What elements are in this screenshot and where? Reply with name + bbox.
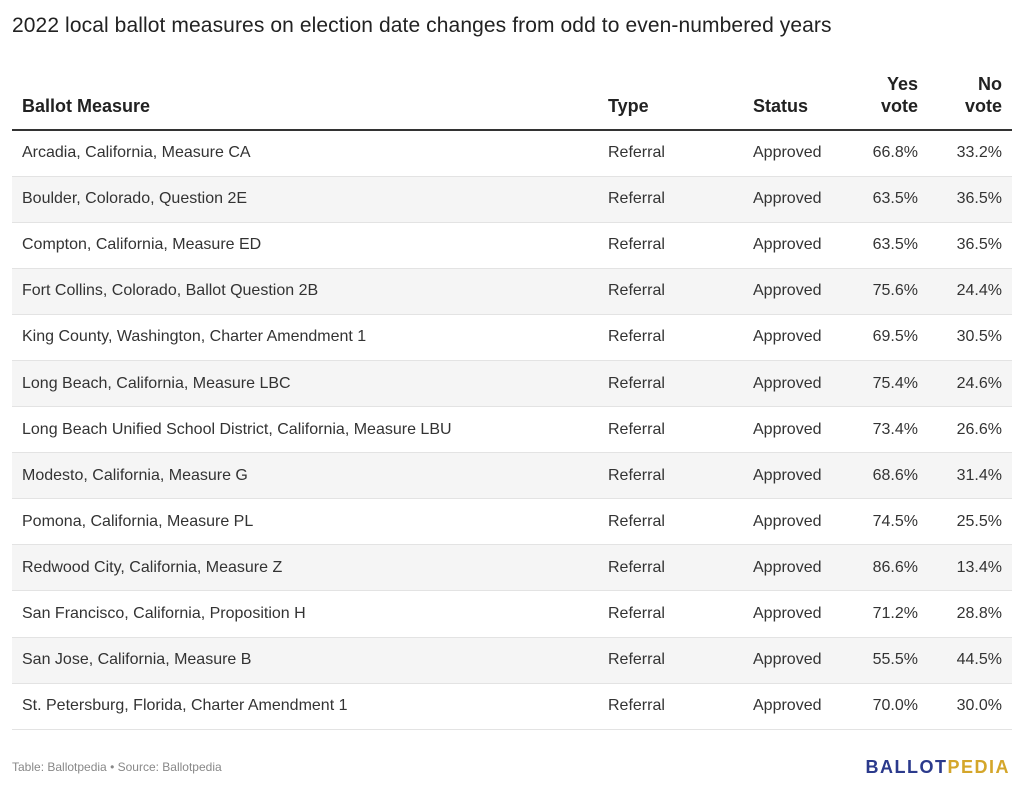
cell-yes-vote: 63.5%	[845, 176, 928, 222]
cell-status: Approved	[743, 360, 845, 406]
cell-type: Referral	[598, 360, 743, 406]
cell-measure: Compton, California, Measure ED	[12, 222, 598, 268]
cell-measure: San Jose, California, Measure B	[12, 637, 598, 683]
cell-type: Referral	[598, 130, 743, 176]
yes-header-line2: vote	[880, 96, 918, 116]
table-row	[12, 222, 1012, 268]
cell-status: Approved	[743, 545, 845, 591]
cell-type: Referral	[598, 499, 743, 545]
table-row	[12, 268, 1012, 314]
no-header-line2: vote	[964, 96, 1002, 116]
cell-status: Approved	[743, 176, 845, 222]
table-row	[12, 130, 1012, 176]
table-row	[12, 637, 1012, 683]
column-header-no-vote[interactable]	[928, 72, 1012, 130]
table-header-row	[12, 72, 1012, 130]
cell-no-vote: 26.6%	[928, 407, 1012, 453]
cell-no-vote: 13.4%	[928, 545, 1012, 591]
cell-status: Approved	[743, 268, 845, 314]
cell-no-vote: 30.0%	[928, 683, 1012, 729]
ballotpedia-logo[interactable]	[866, 757, 1011, 778]
cell-measure: Pomona, California, Measure PL	[12, 499, 598, 545]
cell-no-vote: 30.5%	[928, 314, 1012, 360]
column-header-type[interactable]: Type	[598, 72, 743, 130]
table-row	[12, 545, 1012, 591]
table-row	[12, 453, 1012, 499]
cell-measure: Fort Collins, Colorado, Ballot Question 2B	[12, 268, 598, 314]
cell-status: Approved	[743, 499, 845, 545]
cell-measure: Boulder, Colorado, Question 2E	[12, 176, 598, 222]
cell-measure: King County, Washington, Charter Amendment 1	[12, 314, 598, 360]
cell-measure: Long Beach Unified School District, California, Measure LBU	[12, 407, 598, 453]
cell-yes-vote: 70.0%	[845, 683, 928, 729]
cell-yes-vote: 74.5%	[845, 499, 928, 545]
yes-header-line1: Yes	[886, 74, 918, 94]
cell-yes-vote: 63.5%	[845, 222, 928, 268]
cell-yes-vote: 71.2%	[845, 591, 928, 637]
logo-part-pedia: PEDIA	[947, 757, 1010, 777]
column-header-yes-vote[interactable]	[845, 72, 928, 130]
cell-status: Approved	[743, 637, 845, 683]
cell-status: Approved	[743, 453, 845, 499]
cell-no-vote: 31.4%	[928, 453, 1012, 499]
cell-measure: St. Petersburg, Florida, Charter Amendment 1	[12, 683, 598, 729]
no-header-line1: No	[978, 74, 1002, 94]
cell-type: Referral	[598, 545, 743, 591]
cell-measure: Modesto, California, Measure G	[12, 453, 598, 499]
ballot-measures-table	[12, 72, 1012, 730]
table-row	[12, 499, 1012, 545]
cell-type: Referral	[598, 314, 743, 360]
cell-yes-vote: 73.4%	[845, 407, 928, 453]
cell-yes-vote: 69.5%	[845, 314, 928, 360]
table-body	[12, 130, 1012, 729]
cell-status: Approved	[743, 591, 845, 637]
cell-measure: Arcadia, California, Measure CA	[12, 130, 598, 176]
cell-yes-vote: 68.6%	[845, 453, 928, 499]
cell-status: Approved	[743, 130, 845, 176]
cell-status: Approved	[743, 407, 845, 453]
table-row	[12, 314, 1012, 360]
source-note: Table: Ballotpedia • Source: Ballotpedia	[12, 760, 222, 774]
cell-type: Referral	[598, 683, 743, 729]
cell-no-vote: 24.6%	[928, 360, 1012, 406]
cell-no-vote: 44.5%	[928, 637, 1012, 683]
cell-no-vote: 36.5%	[928, 176, 1012, 222]
cell-status: Approved	[743, 222, 845, 268]
table-row	[12, 683, 1012, 729]
cell-status: Approved	[743, 683, 845, 729]
cell-yes-vote: 75.4%	[845, 360, 928, 406]
cell-no-vote: 24.4%	[928, 268, 1012, 314]
cell-yes-vote: 66.8%	[845, 130, 928, 176]
cell-no-vote: 28.8%	[928, 591, 1012, 637]
cell-measure: San Francisco, California, Proposition H	[12, 591, 598, 637]
cell-status: Approved	[743, 314, 845, 360]
cell-measure: Long Beach, California, Measure LBC	[12, 360, 598, 406]
table-row	[12, 176, 1012, 222]
cell-no-vote: 25.5%	[928, 499, 1012, 545]
table-row	[12, 360, 1012, 406]
cell-type: Referral	[598, 176, 743, 222]
cell-type: Referral	[598, 222, 743, 268]
cell-type: Referral	[598, 591, 743, 637]
cell-yes-vote: 55.5%	[845, 637, 928, 683]
logo-part-ballot: BALLOT	[865, 757, 948, 777]
cell-measure: Redwood City, California, Measure Z	[12, 545, 598, 591]
table-row	[12, 407, 1012, 453]
table-row	[12, 591, 1012, 637]
column-header-status[interactable]: Status	[743, 72, 845, 130]
cell-type: Referral	[598, 637, 743, 683]
cell-type: Referral	[598, 268, 743, 314]
cell-yes-vote: 75.6%	[845, 268, 928, 314]
cell-type: Referral	[598, 407, 743, 453]
cell-no-vote: 36.5%	[928, 222, 1012, 268]
cell-no-vote: 33.2%	[928, 130, 1012, 176]
cell-type: Referral	[598, 453, 743, 499]
page-title: 2022 local ballot measures on election date changes from odd to even-numbered years	[12, 14, 832, 37]
cell-yes-vote: 86.6%	[845, 545, 928, 591]
column-header-measure[interactable]: Ballot Measure	[12, 72, 598, 130]
